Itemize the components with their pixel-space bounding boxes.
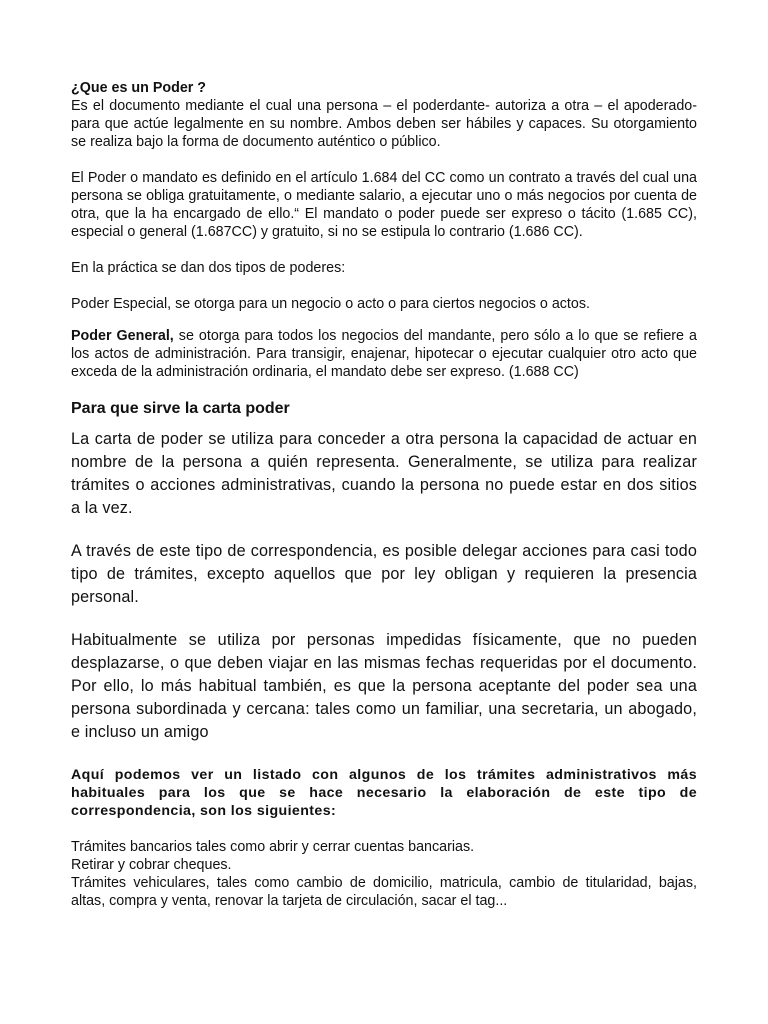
paragraph-mandato: El Poder o mandato es definido en el artículo 1.684 del CC como un contrato a través del cual una persona se obliga gratuitamente, o mediante salario, a ejecutar uno o más negocios por cuenta de otra, que la ha encargado de ello.“ El mandato o poder puede ser expreso o tácito (1.685 CC), especial o general (1.687CC) y gratuito, si no se estipula lo contrario (1.686 CC). [71, 170, 697, 240]
definition-section [71, 79, 697, 381]
paragraph-tipos-intro: En la práctica se dan dos tipos de poderes: [71, 260, 346, 276]
list-intro: Aquí podemos ver un listado con algunos de los trámites administrativos más habituales para los que se hace necesario la elaboración de este tipo de correspondencia, son los siguientes: [71, 767, 697, 819]
section-title-carta-poder: Para que sirve la carta poder [71, 400, 290, 417]
paragraph-habitualmente: Habitualmente se utiliza por personas impedidas físicamente, que no pueden desplazarse, o que deben viajar en las mismas fechas requeridas por el documento. Por ello, lo más habitual también, es que la persona aceptante del poder sea una persona subordinada y cercana: tales como un familiar, una secretaria, un abogado, e incluso un amigo [71, 631, 697, 741]
paragraph-poder-general [71, 327, 697, 381]
poder-general-label: Poder General, [71, 328, 174, 344]
list-item: Trámites vehiculares, tales como cambio de domicilio, matricula, cambio de titularidad, bajas, altas, compra y venta, renovar la tarjeta de circulación, sacar el tag... [71, 875, 697, 909]
paragraph-definition: Es el documento mediante el cual una persona – el poderdante- autoriza a otra – el apoderado- para que actúe legalmente en su nombre. Ambos deben ser hábiles y capaces. Su otorgamiento se realiza bajo la forma de documento auténtico o público. [71, 98, 697, 150]
document-page [71, 79, 697, 910]
section-title-que-es-un-poder: ¿Que es un Poder ? [71, 80, 207, 96]
paragraph-carta-poder-uso: La carta de poder se utiliza para conceder a otra persona la capacidad de actuar en nombre de la persona a quién representa. Generalmente, se utiliza para realizar trámites o acciones administrativas, cuando la persona no puede estar en dos sitios a la vez. [71, 430, 697, 517]
poder-general-text: se otorga para todos los negocios del mandante, pero sólo a lo que se refiere a los actos de administración. Para transigir, enajenar, hipotecar o ejecutar cualquier otro acto que exceda de la administración ordinaria, el mandato debe ser expreso. (1.688 CC) [71, 328, 697, 380]
paragraph-delegar-acciones: A través de este tipo de correspondencia, es posible delegar acciones para casi todo tipo de trámites, excepto aquellos que por ley obligan y requieren la presencia personal. [71, 542, 697, 606]
tramites-list [71, 838, 697, 910]
paragraph-poder-especial: Poder Especial, se otorga para un negocio o acto o para ciertos negocios o actos. [71, 296, 590, 312]
list-item: Retirar y cobrar cheques. [71, 857, 232, 873]
list-item: Trámites bancarios tales como abrir y cerrar cuentas bancarias. [71, 839, 475, 855]
